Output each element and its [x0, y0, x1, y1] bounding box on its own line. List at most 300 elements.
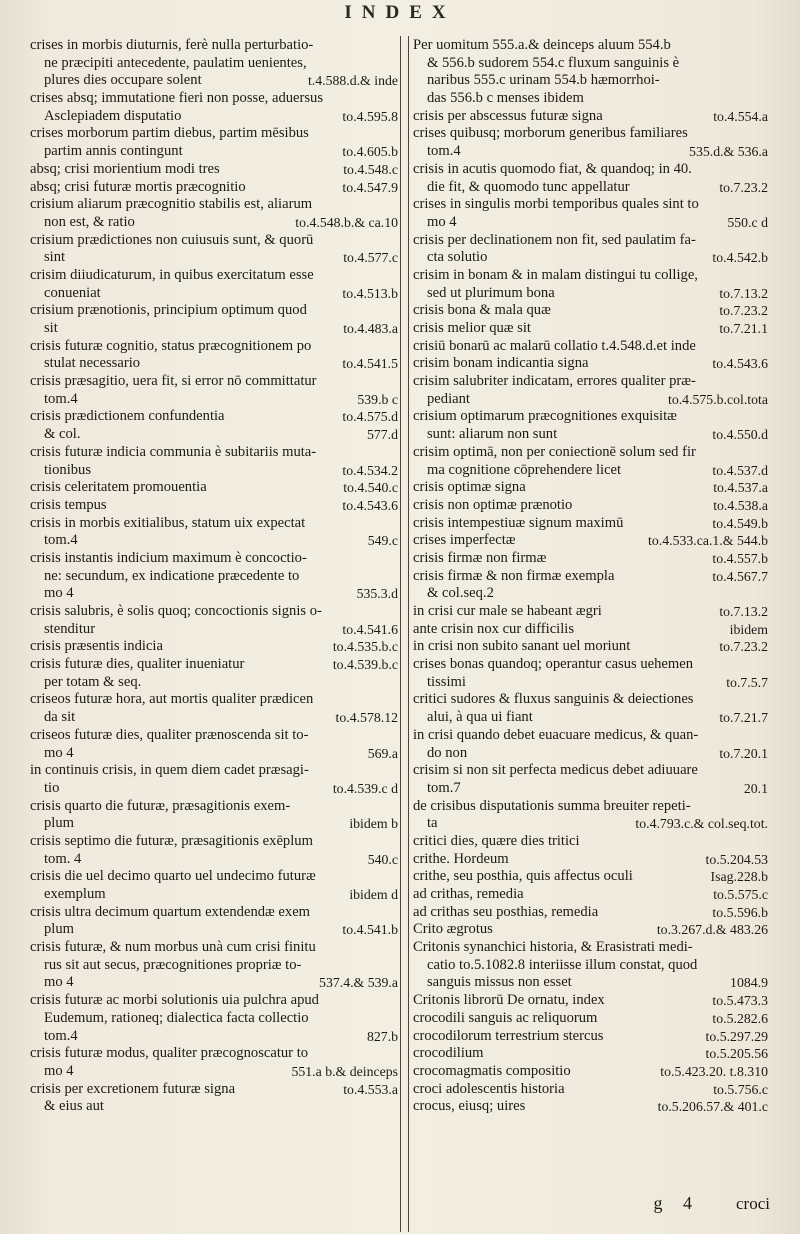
- entry-text: mo 4: [44, 744, 74, 761]
- index-entry-line: [30, 267, 398, 285]
- entry-text: naribus 555.c urinam 554.b hæmorrhoi-: [427, 72, 660, 89]
- index-entry-line: [413, 868, 768, 886]
- index-entry-line: [413, 921, 768, 939]
- index-entry: [413, 515, 768, 533]
- index-entry: [30, 550, 398, 603]
- index-column-right: [413, 37, 768, 1187]
- entry-text: crocodilorum terrestrium stercus: [413, 1027, 604, 1044]
- entry-text: plures dies occupare solent: [44, 72, 202, 89]
- index-entry-line: [413, 479, 768, 497]
- entry-text: crisium aliarum præcognitio stabilis est, aliarum: [30, 196, 313, 213]
- index-entry-line: [413, 957, 768, 975]
- index-entry-line: [30, 780, 398, 798]
- entry-text: & eius aut: [44, 1098, 104, 1115]
- index-entry-line: [413, 691, 768, 709]
- index-entry-line: [30, 214, 398, 232]
- index-entry-line: [30, 355, 398, 373]
- entry-text: crisis in acutis quomodo fiat, & quandoq; in 40.: [413, 160, 692, 177]
- entry-text: crisis futuræ cognitio, status præcognitionem po: [30, 337, 312, 354]
- entry-reference: 1084.9: [730, 975, 768, 991]
- entry-text: crises in singulis morbi temporibus quales sint to: [413, 196, 699, 213]
- entry-text: Critonis synanchici historia, & Erasistrati medi-: [413, 939, 693, 956]
- index-entry: [30, 373, 398, 408]
- entry-reference: to.4.537.d: [712, 462, 768, 478]
- index-entry-line: [413, 391, 768, 409]
- entry-text: critici dies, quære dies tritici: [413, 832, 580, 849]
- index-entry-line: [413, 621, 768, 639]
- entry-text: Critonis librorū De ornatu, index: [413, 992, 605, 1009]
- index-entry-line: [413, 373, 768, 391]
- index-entry-line: [30, 338, 398, 356]
- index-entry: [30, 798, 398, 833]
- index-entry: [30, 37, 398, 90]
- index-entry-line: [413, 302, 768, 320]
- index-entry-line: [30, 585, 398, 603]
- entry-text: die fit, & quomodo tunc appellatur: [427, 178, 630, 195]
- page-header: INDEX: [344, 2, 456, 23]
- index-entry: [30, 656, 398, 691]
- entry-reference: to.4.575.b.col.tota: [667, 391, 768, 407]
- index-entry-line: [30, 37, 398, 55]
- entry-reference: to.4.595.8: [342, 108, 398, 124]
- index-entry: [413, 621, 768, 639]
- index-entry-line: [413, 568, 768, 586]
- index-entry-line: [413, 780, 768, 798]
- entry-text: tom.4: [427, 143, 461, 160]
- entry-reference: to.7.21.1: [719, 321, 768, 336]
- index-entry-line: [413, 408, 768, 426]
- entry-text: croci adolescentis historia: [413, 1080, 565, 1097]
- entry-text: in crisi cur male se habeant ægri: [413, 603, 602, 619]
- entry-reference: to.4.539.b.c: [332, 657, 398, 673]
- entry-text: tom.4: [44, 532, 78, 549]
- signature-mark: g 4: [653, 1193, 701, 1213]
- entry-text: tionibus: [44, 461, 92, 478]
- entry-reference: to.4.513.b: [342, 285, 398, 301]
- index-entry-line: [30, 462, 398, 480]
- index-entry: [413, 921, 768, 939]
- entry-text: tom.4: [44, 390, 78, 407]
- index-entry-line: [30, 249, 398, 267]
- index-entry: [413, 1045, 768, 1063]
- entry-text: per totam & seq.: [44, 673, 142, 690]
- index-entry: [30, 638, 398, 656]
- entry-reference: to.4.540.c: [343, 480, 398, 496]
- index-entry: [30, 444, 398, 479]
- index-entry-line: [413, 727, 768, 745]
- entry-reference: to.4.543.6: [712, 356, 768, 372]
- index-entry-line: [413, 320, 768, 338]
- index-entry-line: [30, 868, 398, 886]
- entry-text: Asclepiadem disputatio: [44, 107, 182, 124]
- entry-text: conueniat: [44, 284, 101, 301]
- entry-text: crises absq; immutatione fieri non posse, aduersus: [30, 90, 324, 107]
- entry-text: crisis in morbis exitialibus, statum uix expectat: [30, 514, 306, 531]
- index-entry-line: [30, 939, 398, 957]
- index-entry-line: [413, 709, 768, 727]
- index-entry-line: [30, 532, 398, 550]
- index-entry-line: [413, 798, 768, 816]
- index-entry-line: [413, 214, 768, 232]
- entry-reference: to.7.23.2: [719, 639, 768, 655]
- entry-reference: to.4.553.a: [343, 1081, 398, 1097]
- entry-reference: to.5.206.57.& 401.c: [657, 1099, 768, 1115]
- entry-text: tom. 4: [44, 850, 82, 867]
- entry-reference: to.4.535.b.c: [332, 639, 398, 655]
- entry-text: crisis præsentis indicia: [30, 638, 163, 655]
- index-entry-line: [30, 373, 398, 391]
- index-entry-line: [30, 815, 398, 833]
- index-entry-line: [413, 462, 768, 480]
- index-entry: [30, 904, 398, 939]
- index-entry-line: [30, 1063, 398, 1081]
- index-entry-line: [413, 444, 768, 462]
- index-entry: [413, 656, 768, 691]
- entry-reference: to.4.541.5: [342, 356, 398, 372]
- entry-text: crisis prædictionem confundentia: [30, 408, 225, 425]
- entry-text: sed ut plurimum bona: [427, 284, 555, 301]
- index-entry-line: [30, 426, 398, 444]
- entry-text: ne: secundum, ex indicatione præcedente to: [44, 567, 300, 584]
- entry-reference: to.5.205.56: [705, 1046, 768, 1062]
- index-entry: [413, 691, 768, 726]
- entry-reference: to.4.542.b: [712, 250, 768, 266]
- index-entry: [30, 90, 398, 125]
- index-entry: [30, 196, 398, 231]
- index-entry-line: [413, 638, 768, 656]
- index-entry-line: [30, 833, 398, 851]
- entry-text: crithe, seu posthia, quis affectus oculi: [413, 868, 633, 885]
- index-entry: [30, 338, 398, 373]
- index-entry: [413, 125, 768, 160]
- index-entry-line: [413, 1010, 768, 1028]
- entry-text: absq; crisi futuræ mortis præcognitio: [30, 178, 246, 195]
- entry-reference: to.4.537.a: [713, 480, 768, 496]
- index-entry-line: [30, 302, 398, 320]
- index-entry: [413, 373, 768, 408]
- entry-text: Crito ægrotus: [413, 921, 493, 938]
- index-entry-line: [30, 1081, 398, 1099]
- index-entry-line: [30, 568, 398, 586]
- index-entry: [413, 320, 768, 338]
- index-entry: [413, 108, 768, 126]
- index-entry-line: [413, 745, 768, 763]
- entry-text: & col.: [44, 426, 81, 443]
- entry-text: critici sudores & fluxus sanguinis & deiectiones: [413, 691, 694, 708]
- entry-text: pediant: [427, 390, 470, 407]
- index-entry-line: [30, 621, 398, 639]
- entry-reference: to.4.578.12: [335, 710, 398, 726]
- entry-text: do non: [427, 744, 468, 761]
- column-rule-right: [408, 36, 409, 1232]
- entry-text: plum: [44, 921, 74, 938]
- index-entry-line: [413, 55, 768, 73]
- entry-text: crisis futuræ modus, qualiter præcognoscatur to: [30, 1045, 309, 1062]
- entry-text: tissimi: [427, 673, 466, 690]
- entry-reference: to.7.5.7: [726, 674, 768, 690]
- index-entry-line: [30, 921, 398, 939]
- index-entry-line: [30, 232, 398, 250]
- entry-text: crisis futuræ ac morbi solutionis uia pulchra apud: [30, 992, 319, 1009]
- index-entry-line: [30, 72, 398, 90]
- index-entry-line: [413, 90, 768, 108]
- index-entry: [30, 497, 398, 515]
- index-entry-line: [413, 1045, 768, 1063]
- entry-text: crisis melior quæ sit: [413, 320, 531, 336]
- index-entry-line: [30, 196, 398, 214]
- entry-text: crisis septimo die futuræ, præsagitionis exēplum: [30, 832, 313, 849]
- entry-text: sanguis missus non esset: [427, 974, 572, 991]
- index-entry-line: [30, 444, 398, 462]
- index-entry: [413, 851, 768, 869]
- index-entry: [413, 1081, 768, 1099]
- entry-text: & col.seq.2: [427, 585, 494, 602]
- entry-text: & 556.b sudorem 554.c fluxum sanguinis è: [427, 54, 680, 71]
- index-entry-line: [30, 745, 398, 763]
- entry-reference: to.4.538.a: [713, 497, 768, 513]
- index-entry: [413, 302, 768, 320]
- entry-reference: to.4.539.c d: [332, 780, 398, 796]
- index-entry: [30, 1045, 398, 1080]
- index-entry-line: [30, 992, 398, 1010]
- entry-text: alui, à qua ui fiant: [427, 709, 533, 726]
- index-entry: [30, 1081, 398, 1116]
- entry-text: crisis futuræ dies, qualiter inueniatur: [30, 656, 245, 673]
- entry-text: ad crithas seu posthias, remedia: [413, 903, 599, 920]
- entry-reference: to.4.533.ca.1.& 544.b: [648, 533, 768, 549]
- index-entry-line: [413, 886, 768, 904]
- index-entry: [413, 37, 768, 108]
- index-entry: [413, 638, 768, 656]
- index-entry-line: [413, 232, 768, 250]
- entry-text: stenditur: [44, 620, 96, 637]
- entry-text: Eudemum, rationeq; dialectica facta collectio: [44, 1009, 309, 1026]
- index-entry-line: [30, 691, 398, 709]
- entry-reference: to.4.557.b: [712, 550, 768, 566]
- entry-reference: to.7.13.2: [719, 285, 768, 301]
- index-entry-line: [30, 709, 398, 727]
- entry-text: crisium prædictiones non cuiusuis sunt, & quorū: [30, 231, 314, 248]
- entry-text: non est, & ratio: [44, 213, 135, 230]
- entry-text: sit: [44, 320, 58, 336]
- entry-text: crisis non optimæ prænotio: [413, 496, 573, 513]
- index-entry-line: [30, 143, 398, 161]
- index-entry-line: [30, 762, 398, 780]
- entry-text: crisis intempestiuæ signum maximū: [413, 514, 624, 531]
- index-entry: [413, 497, 768, 515]
- entry-text: ad crithas, remedia: [413, 886, 524, 902]
- index-entry-line: [30, 515, 398, 533]
- entry-text: crisis optimæ signa: [413, 479, 526, 496]
- entry-reference: ibidem d: [349, 887, 398, 902]
- entry-text: das 556.b c menses ibidem: [427, 90, 584, 107]
- index-entry: [30, 833, 398, 868]
- index-entry-line: [30, 603, 398, 621]
- index-entry-line: [413, 355, 768, 373]
- entry-text: crisium optimarum præcognitiones exquisitæ: [413, 408, 677, 425]
- index-entry-line: [30, 851, 398, 869]
- index-entry-line: [30, 55, 398, 73]
- entry-text: de crisibus disputationis summa breuiter repeti-: [413, 797, 691, 814]
- entry-reference: 577.d: [366, 427, 398, 443]
- index-entry-line: [413, 125, 768, 143]
- entry-reference: to.5.575.c: [713, 887, 768, 902]
- index-entry: [413, 1063, 768, 1081]
- entry-text: sint: [44, 249, 66, 266]
- entry-text: absq; crisi morientium modi tres: [30, 160, 220, 177]
- entry-reference: to.4.575.d: [342, 409, 398, 425]
- entry-reference: 537.4.& 539.a: [319, 975, 398, 991]
- entry-text: da sit: [44, 709, 76, 726]
- entry-reference: 20.1: [743, 780, 768, 796]
- index-entry-line: [413, 426, 768, 444]
- entry-reference: to.4.483.a: [343, 321, 398, 336]
- index-entry: [413, 886, 768, 904]
- index-entry: [30, 232, 398, 267]
- index-entry: [413, 355, 768, 373]
- index-entry-line: [30, 674, 398, 692]
- entry-reference: to.7.23.2: [719, 303, 768, 319]
- index-entry-line: [413, 904, 768, 922]
- entry-text: crisim si non sit perfecta medicus debet adiuuare: [413, 762, 698, 779]
- entry-text: crises in morbis diuturnis, ferè nulla perturbatio-: [30, 37, 314, 53]
- index-column-left: [30, 37, 398, 1187]
- entry-text: crisis salubris, è solis quoq; concoctionis signis o-: [30, 603, 322, 619]
- index-entry: [413, 904, 768, 922]
- index-entry-line: [30, 1028, 398, 1046]
- index-entry-line: [30, 904, 398, 922]
- index-entry-line: [30, 161, 398, 179]
- index-entry-line: [413, 108, 768, 126]
- index-entry-line: [413, 1063, 768, 1081]
- entry-text: crocus, eiusq; uires: [413, 1098, 526, 1115]
- entry-reference: to.4.577.c: [343, 250, 398, 266]
- index-entry-line: [413, 939, 768, 957]
- index-entry: [413, 161, 768, 196]
- index-entry-line: [413, 603, 768, 621]
- entry-text: crises morborum partim diebus, partim mēsibus: [30, 125, 309, 142]
- page-footer: [570, 1193, 770, 1217]
- index-entry-line: [413, 762, 768, 780]
- column-rule-left: [400, 36, 401, 1232]
- index-entry-line: [413, 992, 768, 1010]
- index-entry-line: [30, 179, 398, 197]
- entry-reference: to.4.548.c: [343, 161, 398, 177]
- index-entry-line: [30, 656, 398, 674]
- index-entry-line: [413, 851, 768, 869]
- entry-reference: 535.d.& 536.a: [689, 144, 768, 160]
- entry-reference: to.4.554.a: [713, 108, 768, 124]
- entry-text: crisim in bonam & in malam distingui tu collige,: [413, 266, 698, 283]
- entry-text: crithe. Hordeum: [413, 850, 509, 867]
- entry-reference: to.7.23.2: [719, 179, 768, 195]
- index-entry-line: [413, 143, 768, 161]
- index-entry-line: [30, 391, 398, 409]
- index-entry-line: [30, 798, 398, 816]
- index-entry-line: [413, 37, 768, 55]
- index-entry-line: [30, 408, 398, 426]
- entry-text: crisim salubriter indicatam, errores qualiter præ-: [413, 373, 696, 390]
- index-entry: [30, 302, 398, 337]
- entry-text: sunt: aliarum non sunt: [427, 426, 558, 443]
- index-entry: [30, 603, 398, 638]
- entry-reference: to.5.756.c: [713, 1081, 768, 1097]
- index-entry-line: [30, 90, 398, 108]
- entry-reference: to.4.605.b: [342, 144, 398, 160]
- index-entry: [413, 532, 768, 550]
- entry-text: plum: [44, 815, 74, 832]
- index-entry: [30, 939, 398, 992]
- entry-text: tio: [44, 779, 60, 796]
- index-entry: [413, 568, 768, 603]
- index-entry-line: [30, 727, 398, 745]
- entry-reference: 539.b c: [357, 391, 398, 407]
- index-entry-line: [413, 1028, 768, 1046]
- entry-text: in crisi non subito sanant uel moriunt: [413, 638, 631, 655]
- entry-reference: 569.a: [367, 745, 398, 761]
- entry-text: ma cognitione cōprehendere licet: [427, 461, 622, 478]
- entry-reference: to.7.21.7: [719, 710, 768, 726]
- entry-reference: 551.a b.& deinceps: [291, 1063, 398, 1079]
- entry-text: crisis præsagitio, uera fit, si error nō committatur: [30, 373, 317, 390]
- index-entry-line: [30, 1010, 398, 1028]
- entry-reference: to.5.423.20. t.8.310: [660, 1063, 768, 1079]
- index-entry: [413, 603, 768, 621]
- entry-text: criseos futuræ dies, qualiter prænoscenda sit to-: [30, 726, 309, 743]
- entry-text: crisis per excretionem futuræ signa: [30, 1080, 236, 1097]
- entry-text: crisis ultra decimum quartum extendendæ exem: [30, 903, 311, 920]
- index-entry-line: [413, 1098, 768, 1116]
- index-entry: [30, 762, 398, 797]
- catchword: croci: [736, 1194, 770, 1213]
- entry-reference: to.5.473.3: [712, 993, 768, 1009]
- index-entry-line: [30, 638, 398, 656]
- index-entry-line: [413, 338, 768, 356]
- entry-text: crocodili sanguis ac reliquorum: [413, 1009, 598, 1026]
- index-entry-line: [30, 974, 398, 992]
- index-entry: [413, 479, 768, 497]
- entry-reference: ibidem b: [349, 816, 398, 832]
- entry-text: mo 4: [44, 974, 74, 991]
- index-entry: [413, 1010, 768, 1028]
- index-entry: [413, 833, 768, 851]
- entry-text: ante crisin nox cur difficilis: [413, 620, 575, 637]
- index-entry: [413, 1098, 768, 1116]
- entry-reference: 550.c d: [727, 214, 768, 230]
- entry-text: tom.7: [427, 779, 461, 796]
- entry-text: crises imperfectæ: [413, 532, 516, 549]
- index-entry: [30, 691, 398, 726]
- entry-reference: to.3.267.d.& 483.26: [656, 922, 768, 938]
- index-entry: [413, 762, 768, 797]
- entry-text: exemplum: [44, 886, 106, 902]
- index-entry: [30, 125, 398, 160]
- index-entry: [30, 408, 398, 443]
- entry-reference: to.4.534.2: [342, 462, 398, 478]
- entry-text: rus sit aut secus, præcognitiones propriæ to-: [44, 956, 302, 973]
- entry-text: catio to.5.1082.8 interiisse illum constat, quod: [427, 956, 698, 973]
- entry-reference: to.5.204.53: [705, 851, 768, 867]
- entry-text: stulat necessario: [44, 355, 141, 372]
- index-entry-line: [413, 550, 768, 568]
- index-entry: [30, 179, 398, 197]
- entry-reference: to.5.596.b: [712, 904, 768, 920]
- entry-text: cta solutio: [427, 249, 488, 266]
- index-entry: [30, 868, 398, 903]
- index-entry-line: [413, 249, 768, 267]
- index-entry: [413, 939, 768, 992]
- index-entry: [413, 196, 768, 231]
